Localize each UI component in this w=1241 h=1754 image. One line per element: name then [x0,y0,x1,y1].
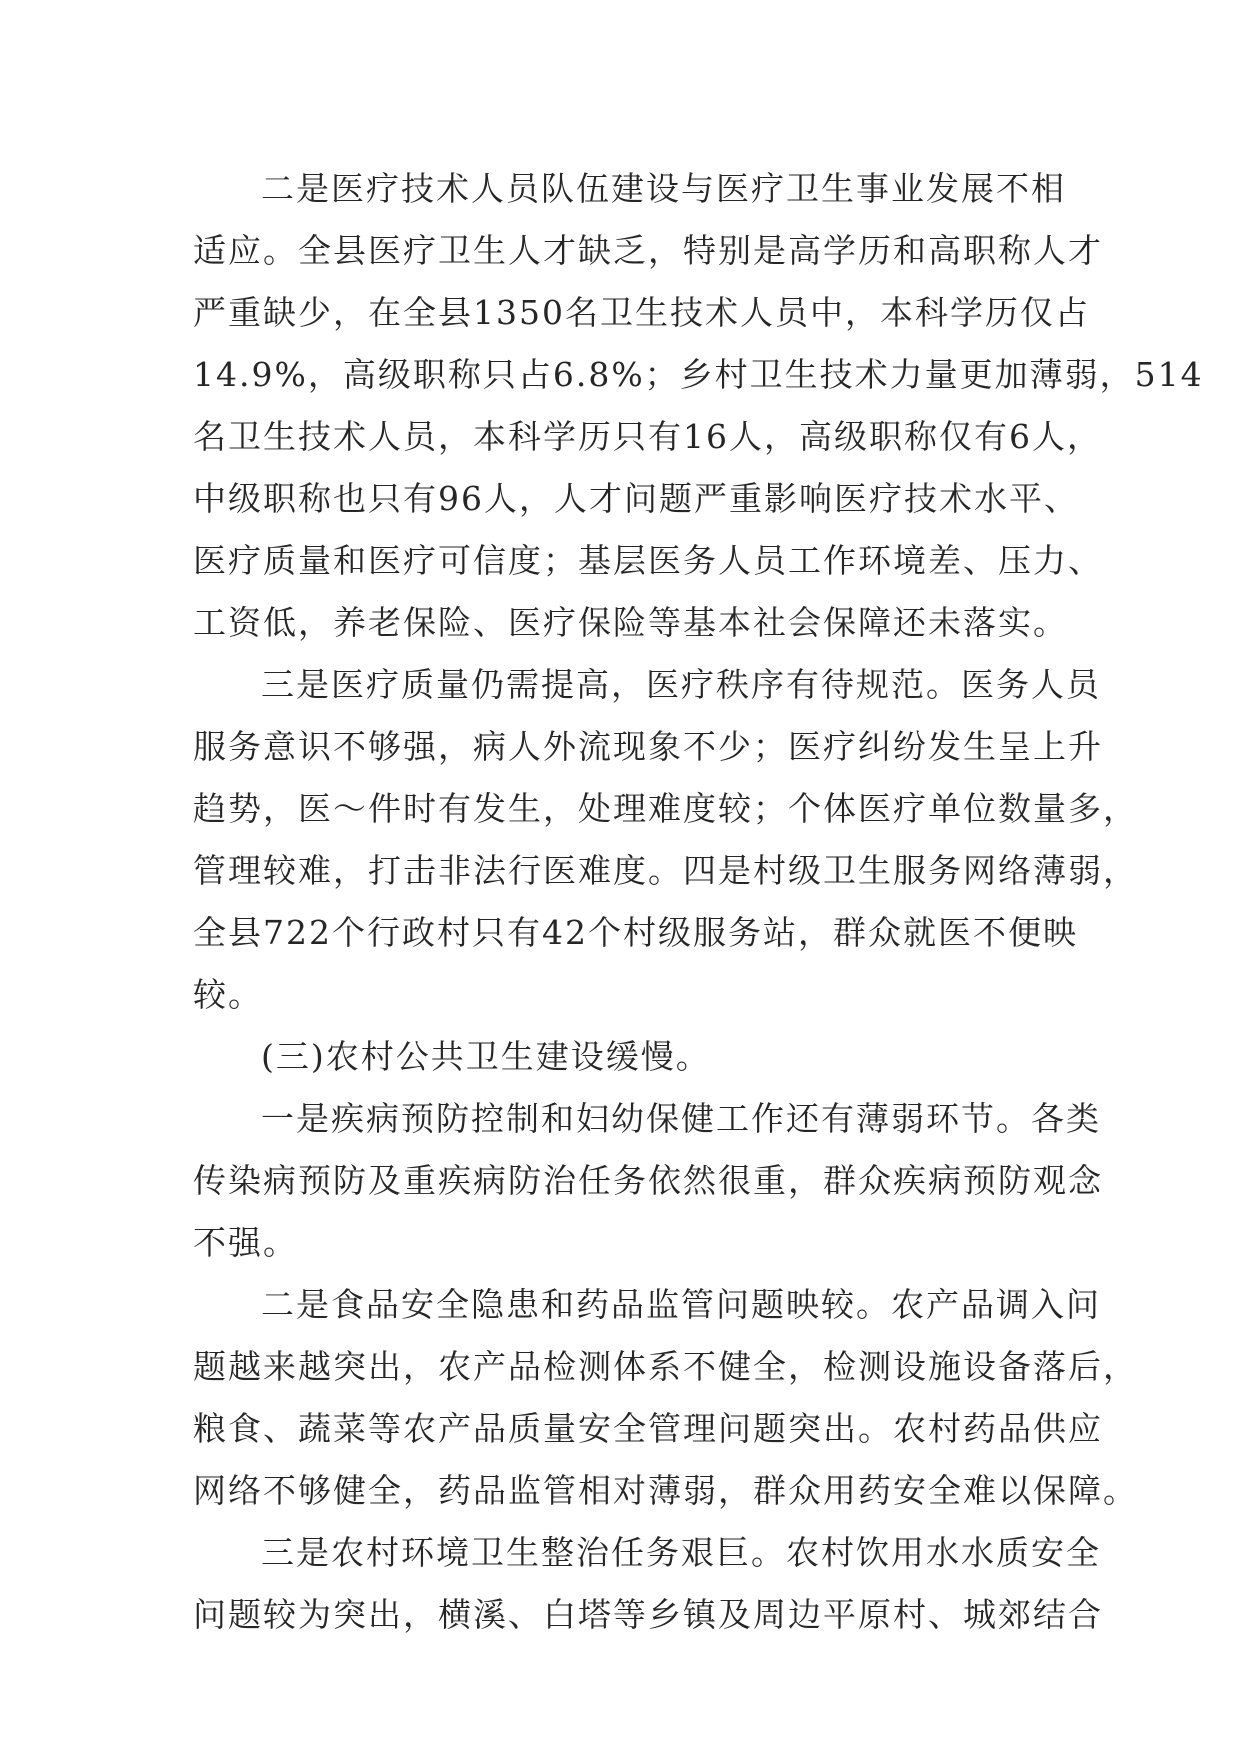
text-line: 网络不够健全，药品监管相对薄弱，群众用药安全难以保障。 [193,1471,1138,1510]
text-line: 医疗质量和医疗可信度；基层医务人员工作环境差、压力、 [193,541,1103,580]
text-line: 全县722个行政村只有42个村级服务站，群众就医不便映 [193,913,1078,952]
text-line: 14.9%，高级职称只占6.8%；乡村卫生技术力量更加薄弱，514 [193,355,1204,394]
heading-line: (三)农村公共卫生建设缓慢。 [261,1037,711,1076]
text-line: 中级职称也只有96人，人才问题严重影响医疗技术水平、 [193,479,1079,518]
text-line: 工资低，养老保险、医疗保险等基本社会保障还未落实。 [193,603,1068,642]
text-line: 不强。 [193,1223,298,1262]
paragraph-1 [193,158,1204,654]
paragraph-3 [193,1088,1103,1274]
section-heading [193,1026,1053,1088]
document-body [193,158,1204,1646]
text-line: 管理较难，打击非法行医难度。四是村级卫生服务网络薄弱， [193,851,1138,890]
paragraph-2 [193,654,1138,1026]
text-line: 传染病预防及重疾病防治任务依然很重，群众疾病预防观念 [193,1161,1103,1200]
text-line: 三是医疗质量仍需提高，医疗秩序有待规范。医务人员 [261,665,1101,704]
paragraph-4 [193,1274,1138,1522]
text-line: 严重缺少，在全县1350名卫生技术人员中，本科学历仅占 [193,293,1090,332]
text-line: 题越来越突出，农产品检测体系不健全，检测设施设备落后， [193,1347,1138,1386]
text-line: 一是疾病预防控制和妇幼保健工作还有薄弱环节。各类 [261,1099,1101,1138]
text-line: 粮食、蔬菜等农产品质量安全管理问题突出。农村药品供应 [193,1409,1103,1448]
text-line: 问题较为突出，横溪、白塔等乡镇及周边平原村、城郊结合 [193,1595,1103,1634]
text-line: 二是医疗技术人员队伍建设与医疗卫生事业发展不相 [261,169,1066,208]
text-line: 三是农村环境卫生整治任务艰巨。农村饮用水水质安全 [261,1533,1101,1572]
text-line: 较。 [193,975,263,1014]
paragraph-5 [193,1522,1103,1646]
text-line: 服务意识不够强，病人外流现象不少；医疗纠纷发生呈上升 [193,727,1103,766]
text-line: 二是食品安全隐患和药品监管问题映较。农产品调入问 [261,1285,1101,1324]
text-line: 名卫生技术人员，本科学历只有16人，高级职称仅有6人， [193,417,1102,456]
text-line: 适应。全县医疗卫生人才缺乏，特别是高学历和高职称人才 [193,231,1103,270]
text-line: 趋势，医～件时有发生，处理难度较；个体医疗单位数量多， [193,789,1138,828]
